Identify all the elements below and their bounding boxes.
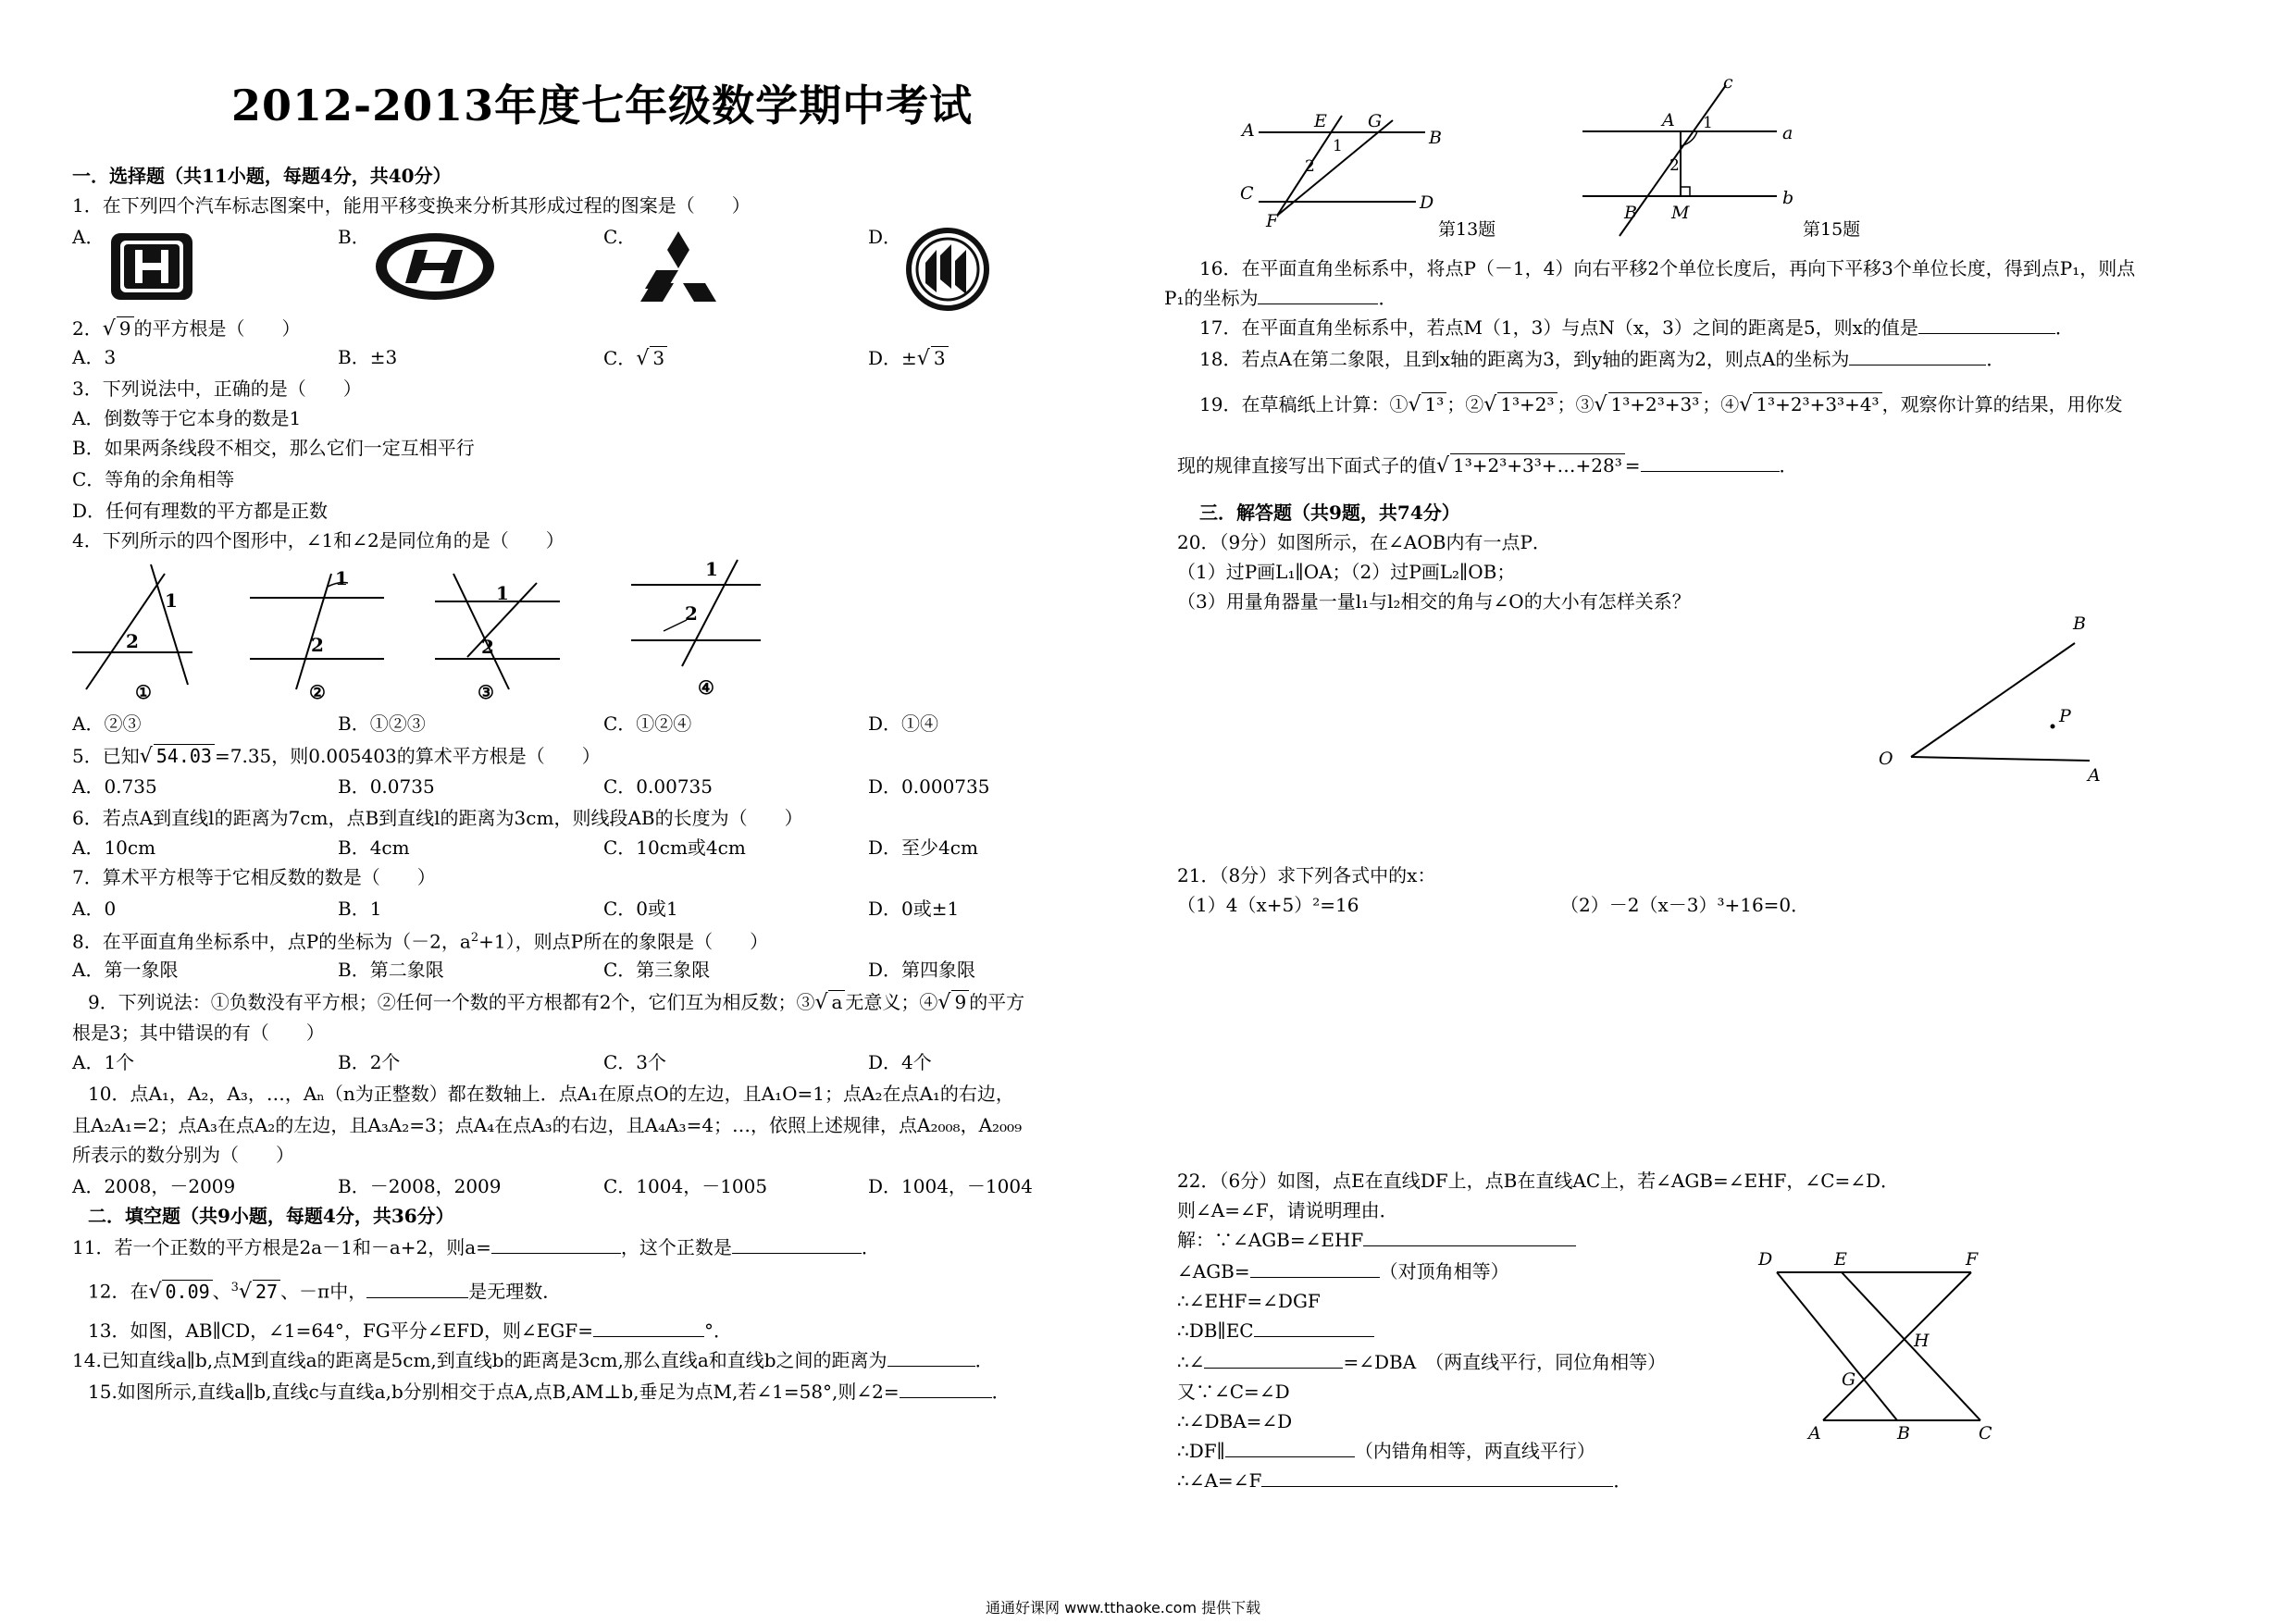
point-label: B bbox=[1429, 128, 1442, 148]
q22-step2-prefix: ∠AGB= bbox=[1177, 1260, 1250, 1282]
q4-figure-1 bbox=[72, 555, 202, 703]
answer-blank[interactable] bbox=[1254, 1319, 1374, 1337]
q19-radicand-5: 1³+2³+3³+…+28³ bbox=[1450, 453, 1625, 477]
figure-label: ④ bbox=[698, 676, 714, 699]
point-label: H bbox=[1914, 1331, 1930, 1351]
q2-option-c bbox=[603, 346, 667, 370]
figure-label: ③ bbox=[478, 681, 494, 703]
q20-text-line3: （3）用量角器量一量l₁与l₂相交的角与∠O的大小有怎样关系？ bbox=[1177, 590, 1691, 613]
radical-sign: √ bbox=[1436, 454, 1450, 477]
q9-text bbox=[88, 990, 1024, 1014]
point-label: G bbox=[1368, 111, 1383, 131]
q22-text-line2: 则∠A=∠F，请说明理由． bbox=[1177, 1199, 1398, 1221]
q17-prefix: 17．在平面直角坐标系中，若点M（1，3）与点N（x，3）之间的距离是5，则x的值是 bbox=[1199, 316, 1918, 339]
point-label: A bbox=[1808, 1423, 1821, 1443]
answer-blank[interactable] bbox=[1363, 1229, 1576, 1246]
hyundai-logo bbox=[374, 231, 496, 302]
point-label: C bbox=[1240, 183, 1254, 204]
q21-part1: （1）4（x+5）²=16 bbox=[1177, 894, 1359, 916]
q22-step8-prefix: ∴DF∥ bbox=[1177, 1440, 1225, 1462]
q22-step8 bbox=[1177, 1440, 1595, 1462]
angle-1-label: 1 bbox=[1333, 137, 1343, 155]
page-title: 2012-2013年度七年级数学期中考试 bbox=[231, 81, 974, 130]
radical-sign: √ bbox=[139, 745, 153, 768]
angle-2-label: 2 bbox=[1305, 157, 1315, 176]
figure-label: ② bbox=[309, 681, 326, 703]
q13-suffix: °． bbox=[703, 1319, 732, 1342]
q22-step2 bbox=[1177, 1260, 1509, 1282]
q19-radicand-3: 1³+2³+3³ bbox=[1608, 392, 1703, 415]
q22-step5-suffix: =∠DBA （两直线平行，同位角相等） bbox=[1343, 1351, 1667, 1373]
q20-text-line2: （1）过P画L₁∥OA；（2）过P画L₂∥OB； bbox=[1177, 561, 1516, 583]
q4-option-d: D．①④ bbox=[868, 712, 939, 735]
answer-blank[interactable] bbox=[1258, 287, 1378, 304]
q1-text: 1．在下列四个汽车标志图案中，能用平移变换来分析其形成过程的图案是（ ） bbox=[72, 194, 751, 217]
q19-radicand-1: 1³ bbox=[1421, 392, 1446, 415]
q20-text-line1: 20．（9分）如图所示，在∠AOB内有一点P． bbox=[1177, 531, 1551, 553]
q5-radicand: 54.03 bbox=[154, 744, 215, 767]
angle-2-label: 2 bbox=[685, 602, 698, 625]
radical-sign: √ bbox=[636, 347, 650, 370]
q4-text: 4．下列所示的四个图形中，∠1和∠2是同位角的是（ ） bbox=[72, 529, 565, 551]
angle-1-label: 1 bbox=[496, 582, 509, 604]
q21-text: 21．（8分）求下列各式中的x： bbox=[1177, 864, 1436, 886]
angle-1-label: 1 bbox=[705, 558, 718, 580]
figure-label: ① bbox=[135, 681, 152, 703]
radical-sign: √ bbox=[1483, 393, 1497, 416]
figure-q22 bbox=[1749, 1245, 2017, 1443]
q15-text bbox=[88, 1381, 1011, 1403]
angle-2-label: 2 bbox=[126, 630, 139, 652]
point-label: D bbox=[1420, 192, 1434, 213]
q22-step2-suffix: （对顶角相等） bbox=[1379, 1260, 1509, 1282]
q8-text bbox=[72, 927, 768, 953]
page-footer: 通通好课网 www.tthaoke.com 提供下载 bbox=[986, 1599, 1261, 1617]
q6-option-b: B．4cm bbox=[338, 836, 410, 859]
q22-step4-text: ∴DB∥EC bbox=[1177, 1319, 1254, 1342]
caption-q15: 第15题 bbox=[1803, 219, 1861, 240]
point-label: B bbox=[2073, 613, 2086, 634]
answer-blank[interactable] bbox=[887, 1349, 975, 1367]
answer-blank[interactable] bbox=[1250, 1260, 1380, 1278]
q10-text-line3: 所表示的数分别为（ ） bbox=[72, 1144, 294, 1166]
radical-sign: √ bbox=[937, 991, 951, 1014]
section1-header: 一．选择题（共11小题，每题4分，共40分） bbox=[72, 165, 452, 187]
line-label: c bbox=[1723, 72, 1733, 93]
q5-option-d: D．0.000735 bbox=[868, 775, 990, 798]
q22-step9-suffix: ． bbox=[1613, 1469, 1632, 1492]
q3-option-a: A．倒数等于它本身的数是1 bbox=[72, 407, 302, 429]
q9-radicand-1: a bbox=[828, 990, 845, 1013]
point-label: P bbox=[2059, 706, 2071, 726]
section2-header: 二．填空题（共9小题，每题4分，共36分） bbox=[88, 1205, 454, 1227]
q22-step1 bbox=[1177, 1229, 1576, 1251]
q8-prefix: 8．在平面直角坐标系中，点P的坐标为（－2，a bbox=[72, 930, 471, 953]
q3-option-d: D．任何有理数的平方都是正数 bbox=[72, 500, 329, 522]
q8-option-b: B．第二象限 bbox=[338, 959, 444, 981]
q22-step5 bbox=[1177, 1351, 1666, 1373]
point-label: A bbox=[2088, 765, 2101, 786]
q16-prefix: P₁的坐标为 bbox=[1164, 287, 1259, 309]
q4-option-b: B．①②③ bbox=[338, 712, 426, 735]
q2-c-prefix: C． bbox=[603, 347, 637, 369]
q3-option-b: B．如果两条线段不相交，那么它们一定互相平行 bbox=[72, 437, 475, 459]
radical-sign: √ bbox=[1408, 393, 1421, 416]
radical-sign: √ bbox=[1594, 393, 1607, 416]
q22-step8-suffix: （内错角相等，两直线平行） bbox=[1354, 1440, 1595, 1462]
q12-suffix: 是无理数． bbox=[468, 1280, 562, 1303]
q13-text bbox=[88, 1319, 732, 1342]
point-label: O bbox=[1879, 749, 1893, 769]
radical-sign: √ bbox=[102, 317, 116, 341]
q1-option-d: D． bbox=[868, 226, 902, 248]
q10-text-line2: 且A₂A₁=2；点A₃在点A₂的左边，且A₃A₂=3；点A₄在点A₃的右边，且A₄A₃=4；…，依照上述规律，点A₂₀₀₈，A₂₀₀₉ bbox=[72, 1114, 1023, 1136]
q14-suffix: ． bbox=[974, 1349, 994, 1371]
q6-option-c: C．10cm或4cm bbox=[603, 836, 746, 859]
q2-d-prefix: D．± bbox=[868, 347, 917, 369]
q3-option-c: C．等角的余角相等 bbox=[72, 468, 235, 490]
q19-sep-4: ；④ bbox=[1702, 393, 1740, 415]
answer-blank[interactable] bbox=[1204, 1351, 1343, 1369]
honda-logo bbox=[109, 231, 194, 302]
point-label: F bbox=[1266, 211, 1279, 231]
q19-sep-2: ；② bbox=[1446, 393, 1484, 415]
q10-text-line1: 10．点A₁，A₂，A₃，…，Aₙ（n为正整数）都在数轴上．点A₁在原点O的左边，且A₁O=1；点A₂在点A₁的右边， bbox=[88, 1083, 1014, 1105]
q5-suffix: =7.35，则0.005403的算术平方根是（ ） bbox=[214, 745, 601, 767]
q8-option-c: C．第三象限 bbox=[603, 959, 711, 981]
q7-option-c: C．0或1 bbox=[603, 898, 678, 920]
q12-middle: 、－π中， bbox=[280, 1280, 367, 1303]
q4-figure-4 bbox=[622, 555, 779, 703]
q9-text-line2: 根是3；其中错误的有（ ） bbox=[72, 1022, 325, 1044]
q9-option-a: A．1个 bbox=[72, 1051, 135, 1073]
q1-option-c: C． bbox=[603, 226, 637, 248]
angle-1-label: 1 bbox=[165, 589, 178, 612]
q18-suffix: ． bbox=[1986, 348, 2005, 370]
q19-prefix: 19．在草稿纸上计算：① bbox=[1199, 393, 1409, 415]
q22-step7: ∴∠DBA=∠D bbox=[1177, 1410, 1293, 1432]
q2-suffix: 的平方根是（ ） bbox=[133, 317, 301, 340]
q22-step6: 又∵∠C=∠D bbox=[1177, 1381, 1290, 1403]
q10-option-a: A．2008，－2009 bbox=[72, 1175, 236, 1197]
radical-sign: √ bbox=[814, 991, 828, 1014]
point-label: G bbox=[1842, 1369, 1856, 1390]
figure-q15 bbox=[1573, 74, 1814, 241]
angle-2-label: 2 bbox=[1669, 156, 1680, 175]
q9-option-c: C．3个 bbox=[603, 1051, 667, 1073]
line-label: b bbox=[1782, 188, 1794, 208]
figure-q13 bbox=[1231, 106, 1453, 245]
q8-option-a: A．第一象限 bbox=[72, 959, 179, 981]
q14-prefix: 14.已知直线a∥b,点M到直线a的距离是5cm,到直线b的距离是3cm,那么直线a和直线b之间的距离为 bbox=[72, 1349, 887, 1371]
q1-option-b: B． bbox=[338, 226, 370, 248]
q12-radicand-2: 27 bbox=[253, 1280, 280, 1303]
q12-root-index: 3 bbox=[230, 1281, 239, 1295]
q9-option-d: D．4个 bbox=[868, 1051, 932, 1073]
q7-option-a: A．0 bbox=[72, 898, 117, 920]
q18-prefix: 18．若点A在第二象限，且到x轴的距离为3，到y轴的距离为2，则点A的坐标为 bbox=[1199, 348, 1850, 370]
q18-text bbox=[1199, 348, 2004, 370]
q19-sep-3: ；③ bbox=[1557, 393, 1595, 415]
q22-step1-text: 解：∵∠AGB=∠EHF bbox=[1177, 1229, 1364, 1251]
radical-sign: √ bbox=[916, 347, 930, 370]
answer-blank[interactable] bbox=[1849, 348, 1986, 365]
q3-text: 3．下列说法中，正确的是（ ） bbox=[72, 378, 362, 400]
q19-text bbox=[1199, 392, 2123, 416]
q4-figure-3 bbox=[435, 564, 583, 703]
q4-option-a: A．②③ bbox=[72, 712, 142, 735]
q7-text: 7．算术平方根等于它相反数的数是（ ） bbox=[72, 866, 436, 888]
q13-prefix: 13．如图，AB∥CD，∠1=64°，FG平分∠EFD，则∠EGF= bbox=[88, 1319, 593, 1342]
q16-suffix: ． bbox=[1378, 287, 1397, 309]
q9-prefix: 9．下列说法：①负数没有平方根；②任何一个数的平方根都有2个，它们互为相反数；③ bbox=[88, 991, 815, 1013]
point-label: E bbox=[1834, 1249, 1847, 1270]
q6-option-a: A．10cm bbox=[72, 836, 156, 859]
q17-text bbox=[1199, 316, 2074, 339]
q12-radicand-1: 0.09 bbox=[162, 1280, 212, 1303]
point-label: C bbox=[1979, 1423, 1992, 1443]
q22-step3: ∴∠EHF=∠DGF bbox=[1177, 1290, 1321, 1312]
buick-logo bbox=[905, 228, 990, 311]
point-label: A bbox=[1662, 110, 1675, 130]
q16-text-line2 bbox=[1164, 287, 1396, 309]
angle-2-label: 2 bbox=[311, 634, 324, 656]
q2-text bbox=[72, 316, 301, 341]
point-label: B bbox=[1897, 1423, 1910, 1443]
answer-blank[interactable] bbox=[1918, 316, 2055, 334]
q9-middle: 无意义；④ bbox=[845, 991, 938, 1013]
figure-q20 bbox=[1869, 601, 2110, 796]
q22-step5-prefix: ∴∠ bbox=[1177, 1351, 1205, 1373]
q4-option-c: C．①②④ bbox=[603, 712, 692, 735]
q6-text: 6．若点A到直线l的距离为7cm，点B到直线l的距离为3cm，则线段AB的长度为（ ） bbox=[72, 807, 803, 829]
q19-equals: = bbox=[1624, 454, 1641, 477]
answer-blank[interactable] bbox=[900, 1381, 992, 1398]
q22-step9-prefix: ∴∠A=∠F bbox=[1177, 1469, 1262, 1492]
answer-blank[interactable] bbox=[1225, 1440, 1355, 1457]
q16-text-line1: 16．在平面直角坐标系中，将点P（－1，4）向右平移2个单位长度后，再向下平移3个单位长度，得到点P₁，则点 bbox=[1199, 257, 2136, 279]
q19-suffix: ，观察你计算的结果，用你发 bbox=[1881, 393, 2123, 415]
point-label: A bbox=[1242, 120, 1255, 141]
answer-blank[interactable] bbox=[491, 1236, 621, 1254]
q7-option-d: D．0或±1 bbox=[868, 898, 960, 920]
radical-sign: √ bbox=[1739, 393, 1753, 416]
q8-suffix: +1），则点P所在的象限是（ ） bbox=[478, 930, 769, 953]
q21-part2: （2）－2（x－3）³+16=0． bbox=[1560, 894, 1810, 916]
q22-step4 bbox=[1177, 1319, 1374, 1342]
q11-prefix: 11．若一个正数的平方根是2a－1和－a+2，则a= bbox=[72, 1236, 491, 1258]
caption-q13: 第13题 bbox=[1438, 219, 1496, 240]
answer-blank[interactable] bbox=[1641, 454, 1780, 472]
q15-suffix: ． bbox=[991, 1381, 1011, 1403]
q14-text bbox=[72, 1349, 994, 1371]
q19-text-line2 bbox=[1177, 453, 1798, 477]
q15-prefix: 15.如图所示,直线a∥b,直线c与直线a,b分别相交于点A,点B,AM⊥b,垂足为点M,若∠1=58°,则∠2= bbox=[88, 1381, 900, 1403]
q6-option-d: D．至少4cm bbox=[868, 836, 978, 859]
angle-1-label: 1 bbox=[335, 567, 348, 589]
radical-sign: √ bbox=[148, 1280, 162, 1304]
q9-radicand-2: 9 bbox=[951, 990, 969, 1013]
q5-prefix: 5．已知 bbox=[72, 745, 140, 767]
q5-text bbox=[72, 744, 601, 768]
q5-option-b: B．0.0735 bbox=[338, 775, 435, 798]
point-label: E bbox=[1314, 111, 1327, 131]
q12-prefix: 12．在 bbox=[88, 1280, 149, 1303]
q5-option-a: A．0.735 bbox=[72, 775, 157, 798]
q22-step9 bbox=[1177, 1469, 1632, 1492]
q12-text bbox=[88, 1277, 561, 1304]
q11-middle: ，这个正数是 bbox=[620, 1236, 732, 1258]
answer-blank[interactable] bbox=[1261, 1469, 1613, 1487]
q10-option-d: D．1004，－1004 bbox=[868, 1175, 1033, 1197]
q9-suffix: 的平方 bbox=[969, 991, 1025, 1013]
q2-d-radicand: 3 bbox=[931, 346, 949, 369]
answer-blank[interactable] bbox=[366, 1281, 468, 1298]
q11-text bbox=[72, 1236, 880, 1258]
mitsubishi-logo bbox=[639, 229, 718, 304]
line-label: a bbox=[1782, 123, 1793, 143]
q22-text-line1: 22．（6分）如图，点E在直线DF上，点B在直线AC上，若∠AGB=∠EHF，∠C=∠D． bbox=[1177, 1170, 1900, 1192]
point-label: D bbox=[1758, 1249, 1773, 1270]
point-label: F bbox=[1966, 1249, 1979, 1270]
q2-option-b: B．±3 bbox=[338, 346, 398, 368]
q19-end: ． bbox=[1779, 454, 1798, 477]
q10-option-b: B．－2008，2009 bbox=[338, 1175, 502, 1197]
q11-suffix: ． bbox=[861, 1236, 880, 1258]
q19-radicand-4: 1³+2³+3³+4³ bbox=[1753, 392, 1881, 415]
q1-option-a: A． bbox=[72, 226, 105, 248]
q2-radicand: 9 bbox=[117, 316, 134, 340]
answer-blank[interactable] bbox=[593, 1319, 704, 1337]
q19-line2-prefix: 现的规律直接写出下面式子的值 bbox=[1177, 454, 1436, 477]
q2-option-a: A．3 bbox=[72, 346, 117, 368]
q5-option-c: C．0.00735 bbox=[603, 775, 714, 798]
angle-2-label: 2 bbox=[481, 636, 494, 658]
q10-option-c: C．1004，－1005 bbox=[603, 1175, 768, 1197]
q17-suffix: ． bbox=[2054, 316, 2074, 339]
answer-blank[interactable] bbox=[732, 1236, 862, 1254]
q19-radicand-2: 1³+2³ bbox=[1497, 392, 1557, 415]
point-label: B bbox=[1624, 203, 1637, 223]
q9-option-b: B．2个 bbox=[338, 1051, 401, 1073]
q2-prefix: 2． bbox=[72, 317, 103, 340]
q7-option-b: B．1 bbox=[338, 898, 382, 920]
q8-option-d: D．第四象限 bbox=[868, 959, 976, 981]
angle-1-label: 1 bbox=[1703, 114, 1713, 132]
q4-figure-2 bbox=[250, 564, 398, 703]
q2-option-d bbox=[868, 346, 949, 370]
radical-sign: √ bbox=[238, 1280, 252, 1304]
q12-separator: 、 bbox=[212, 1280, 231, 1303]
q8-exponent: 2 bbox=[470, 931, 479, 945]
section3-header: 三．解答题（共9题，共74分） bbox=[1199, 502, 1460, 524]
q2-c-radicand: 3 bbox=[650, 346, 667, 369]
point-label: M bbox=[1671, 203, 1690, 223]
